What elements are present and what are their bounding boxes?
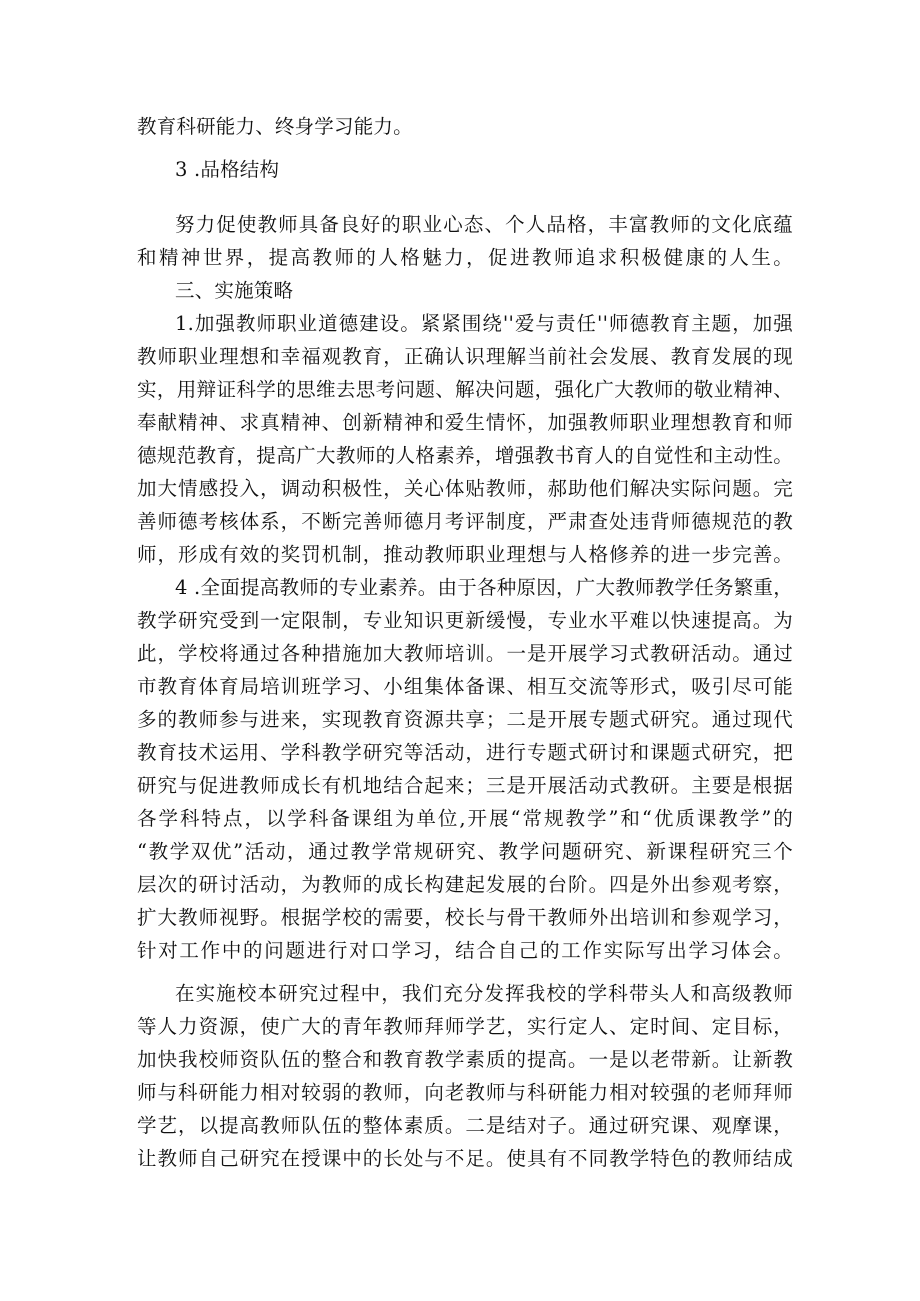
paragraph-character-structure [137, 208, 793, 274]
paragraph-line: 教师职业理想和幸福观教育，正确认识理解当前社会发展、教育发展的现 [137, 345, 793, 368]
paragraph-line: 市教育体育局培训班学习、小组集体备课、相互交流等形式，吸引尽可能 [137, 675, 793, 698]
paragraph-line: 层次的研讨活动，为教师的成长构建起发展的台阶。四是外出参观考察， [137, 873, 793, 896]
paragraph-line: 扩大教师视野。根据学校的需要，校长与骨干教师外出培训和参观学习， [137, 906, 793, 929]
paragraph-line: 在实施校本研究过程中，我们充分发挥我校的学科带头人和高级教师 [175, 982, 793, 1005]
paragraph-line: 学艺，以提高教师队伍的整体素质。二是结对子。通过研究课、观摩课， [137, 1114, 793, 1137]
subheading-character-structure: 3 .品格结构 [175, 158, 280, 181]
paragraph-line: 加快我校师资队伍的整合和教育教学素质的提高。一是以老带新。让新教 [137, 1048, 793, 1071]
paragraph-school-research [137, 977, 793, 1175]
paragraph-line: 此，学校将通过各种措施加大教师培训。一是开展学习式教研活动。通过 [137, 642, 793, 665]
paragraph-line: 师与科研能力相对较弱的教师，向老教师与科研能力相对较强的老师拜师 [137, 1081, 793, 1104]
paragraph-line: 和精神世界，提高教师的人格魅力，促进教师追求积极健康的人生。 [137, 246, 793, 269]
spacer [137, 186, 793, 208]
paragraph-line: 师，形成有效的奖罚机制，推动教师职业理想与人格修养的进一步完善。 [137, 543, 793, 566]
paragraph-line: 1.加强教师职业道德建设。紧紧围绕''爱与责任''师德教育主题，加强 [175, 312, 793, 335]
paragraph-line: 让教师自己研究在授课中的长处与不足。使具有不同教学特色的教师结成 [137, 1147, 793, 1170]
spacer [137, 967, 793, 977]
paragraph-line: 4 .全面提高教师的专业素养。由于各种原因，广大教师教学任务繁重， [175, 576, 793, 599]
paragraph-professional-quality [137, 571, 793, 967]
paragraph-line: 善师德考核体系，不断完善师德月考评制度，严肃查处违背师德规范的教 [137, 510, 793, 533]
text-line: 教育科研能力、终身学习能力。 [137, 115, 413, 138]
section-heading-implementation: 三、实施策略 [175, 279, 294, 302]
paragraph-line: “教学双优”活动，通过教学常规研究、教学问题研究、新课程研究三个 [137, 840, 793, 863]
paragraph-line: 教学研究受到一定限制，专业知识更新缓慢，专业水平难以快速提高。为 [137, 609, 793, 632]
paragraph-line: 实，用辩证科学的思维去思考问题、解决问题，强化广大教师的敬业精神、 [137, 378, 793, 401]
paragraph-professional-ethics [137, 307, 793, 571]
paragraph-line: 德规范教育，提高广大教师的人格素养，增强教书育人的自觉性和主动性。 [137, 444, 793, 467]
paragraph-line: 针对工作中的问题进行对口学习，结合自己的工作实际写出学习体会。 [137, 939, 793, 962]
paragraph-line: 等人力资源，使广大的青年教师拜师学艺，实行定人、定时间、定目标， [137, 1015, 793, 1038]
paragraph-line: 奉献精神、求真精神、创新精神和爱生情怀，加强教师职业理想教育和师 [137, 411, 793, 434]
paragraph-line: 多的教师参与进来，实现教育资源共享；二是开展专题式研究。通过现代 [137, 708, 793, 731]
paragraph-line: 努力促使教师具备良好的职业心态、个人品格，丰富教师的文化底蕴 [175, 213, 793, 236]
document-body [137, 110, 793, 1175]
spacer [137, 143, 793, 153]
paragraph-line: 加大情感投入，调动积极性，关心体贴教师，郝助他们解决实际问题。完 [137, 477, 793, 500]
paragraph-line: 教育技术运用、学科教学研究等活动，进行专题式研讨和课题式研究，把 [137, 741, 793, 764]
paragraph-line: 研究与促进教师成长有机地结合起来；三是开展活动式教研。主要是根据 [137, 774, 793, 797]
paragraph-line: 各学科特点，以学科备课组为单位,开展“常规教学”和“优质课教学”的 [137, 807, 793, 830]
